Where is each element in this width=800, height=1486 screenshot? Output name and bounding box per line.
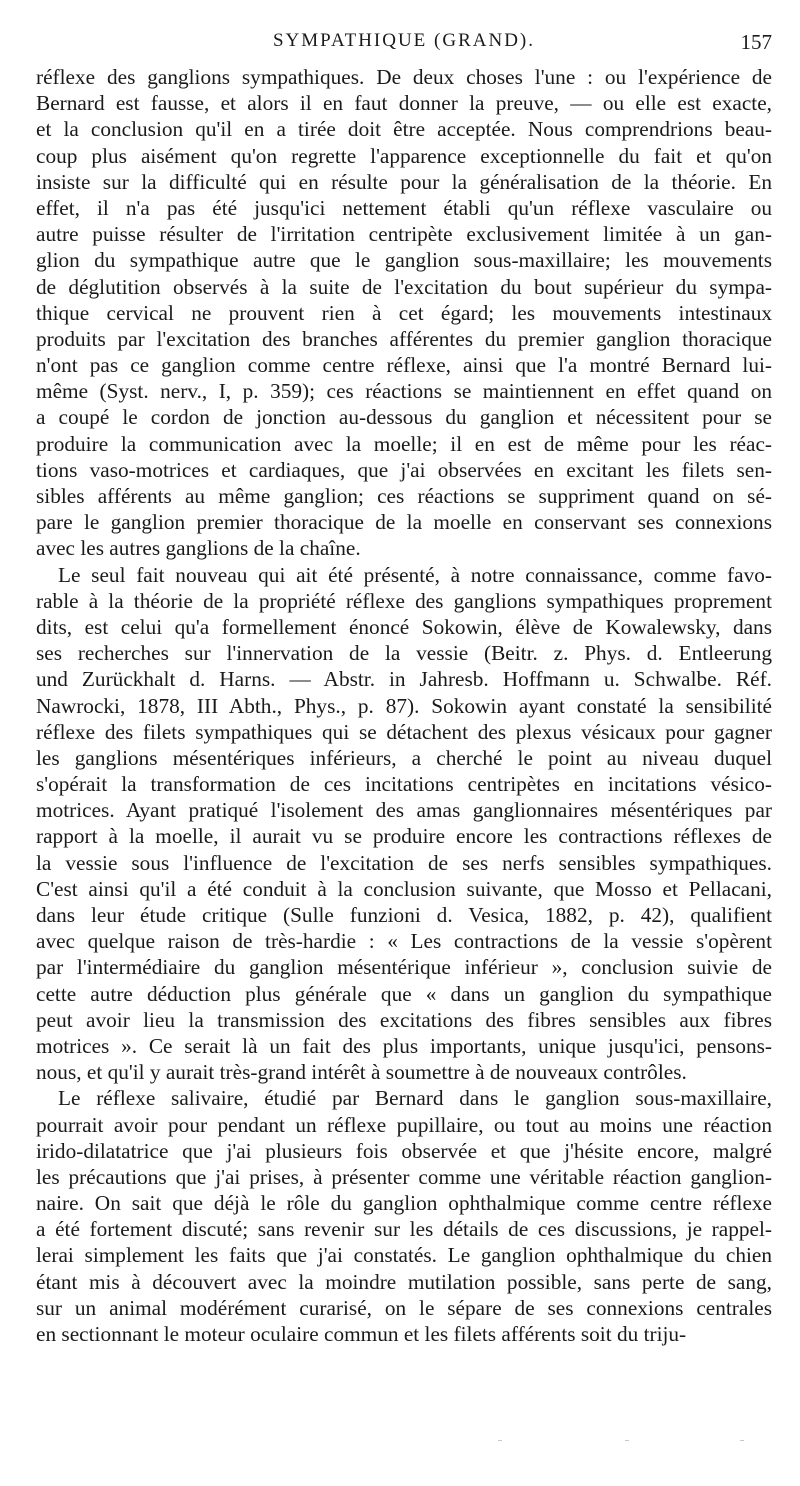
text-line: étant mis à découvert avec la moindre mutilation possible, sans perte de sang, bbox=[36, 1269, 772, 1294]
text-line: dits, est celui qu'a formellement énoncé Sokowin, élève de Kowalewsky, dans bbox=[36, 614, 772, 639]
text-line: lerai simplement les faits que j'ai constatés. Le ganglion ophthalmique du chien bbox=[36, 1243, 772, 1268]
text-line: coup plus aisément qu'on regrette l'apparence exceptionnelle du fait et qu'on bbox=[36, 143, 772, 168]
paragraph bbox=[36, 1085, 772, 1347]
paragraph bbox=[36, 64, 772, 562]
page-number: 157 bbox=[740, 30, 772, 54]
text-line: tions vaso-motrices et cardiaques, que j'ai observées en excitant les filets sen- bbox=[36, 457, 772, 482]
text-line: irido-dilatatrice que j'ai plusieurs fois observée et que j'hésite encore, malgré bbox=[36, 1138, 772, 1163]
text-line: et la conclusion qu'il en a tirée doit être acceptée. Nous comprendrions beau- bbox=[36, 117, 772, 142]
text-line: naire. On sait que déjà le rôle du ganglion ophthalmique comme centre réflexe bbox=[36, 1191, 772, 1216]
text-line: produits par l'excitation des branches afférentes du premier ganglion thoracique bbox=[36, 326, 772, 351]
scan-marks bbox=[0, 1440, 800, 1450]
text-line: Le seul fait nouveau qui ait été présenté, à notre connaissance, comme favo- bbox=[58, 562, 772, 587]
text-line: Le réflexe salivaire, étudié par Bernard dans le ganglion sous-maxillaire, bbox=[58, 1086, 772, 1111]
text-line: par l'intermédiaire du ganglion mésentérique inférieur », conclusion suivie de bbox=[36, 955, 772, 980]
text-line: la vessie sous l'influence de l'excitation de ses nerfs sensibles sympathiques. bbox=[36, 850, 772, 875]
text-line: pare le ganglion premier thoracique de la moelle en conservant ses connexions bbox=[36, 510, 772, 535]
scan-speck bbox=[740, 1440, 744, 1441]
text-line: nous, et qu'il y aurait très-grand intérêt à soumettre à de nouveaux contrôles. bbox=[36, 1060, 687, 1085]
text-line: les précautions que j'ai prises, à présenter comme une véritable réaction ganglion- bbox=[36, 1164, 772, 1189]
text-line: ses recherches sur l'innervation de la vessie (Beitr. z. Phys. d. Entleerung bbox=[36, 641, 772, 666]
text-line: en sectionnant le moteur oculaire commun et les filets afférents soit du triju- bbox=[36, 1322, 687, 1346]
text-line: les ganglions mésentériques inférieurs, a cherché le point au niveau duquel bbox=[36, 745, 772, 770]
text-line: effet, il n'a pas été jusqu'ici nettement établi qu'un réflexe vasculaire ou bbox=[36, 195, 772, 220]
text-line: rapport à la moelle, il aurait vu se produire encore les contractions réflexes de bbox=[36, 824, 772, 849]
text-line: autre puisse résulter de l'irritation centripète exclusivement limitée à un gan- bbox=[36, 222, 772, 247]
text-line: insiste sur la difficulté qui en résulte pour la généralisation de la théorie. En bbox=[36, 169, 772, 194]
text-line: même (Syst. nerv., I, p. 359); ces réactions se maintiennent en effet quand on bbox=[36, 379, 772, 404]
text-line: réflexe des ganglions sympathiques. De deux choses l'une : ou l'expérience de bbox=[36, 65, 772, 89]
scan-speck bbox=[625, 1440, 629, 1441]
text-line: C'est ainsi qu'il a été conduit à la conclusion suivante, que Mosso et Pellacani, bbox=[36, 876, 772, 901]
running-header bbox=[36, 30, 772, 60]
running-title: SYMPATHIQUE (GRAND). bbox=[272, 30, 536, 51]
text-line: und Zurückhalt d. Harns. — Abstr. in Jahresb. Hoffmann u. Schwalbe. Réf. bbox=[36, 667, 772, 692]
text-line: glion du sympathique autre que le ganglion sous-maxillaire; les mouvements bbox=[36, 248, 772, 273]
text-line: motrices ». Ce serait là un fait des plus importants, unique jusqu'ici, pensons- bbox=[36, 1033, 772, 1058]
text-line: rable à la théorie de la propriété réflexe des ganglions sympathiques proprement bbox=[36, 588, 772, 613]
text-line: cette autre déduction plus générale que « dans un ganglion du sympathique bbox=[36, 981, 772, 1006]
text-line: sibles afférents au même ganglion; ces réactions se suppriment quand on sé- bbox=[36, 484, 772, 508]
text-line: avec quelque raison de très-hardie : « Les contractions de la vessie s'opèrent bbox=[36, 929, 772, 954]
text-line: s'opérait la transformation de ces incitations centripètes en incitations vésico- bbox=[36, 772, 772, 797]
text-line: avec les autres ganglions de la chaîne. bbox=[36, 536, 361, 561]
text-line: n'ont pas ce ganglion comme centre réflexe, ainsi que l'a montré Bernard lui- bbox=[36, 353, 772, 378]
text-body bbox=[36, 64, 772, 1347]
text-line: produire la communication avec la moelle; il en est de même pour les réac- bbox=[36, 431, 772, 456]
text-line: Bernard est fausse, et alors il en faut donner la preuve, — ou elle est exacte, bbox=[36, 91, 772, 116]
text-line: thique cervical ne prouvent rien à cet égard; les mouvements intestinaux bbox=[36, 300, 772, 325]
text-line: motrices. Ayant pratiqué l'isolement des amas ganglionnaires mésentériques par bbox=[36, 798, 772, 823]
text-line: dans leur étude critique (Sulle funzioni d. Vesica, 1882, p. 42), qualifient bbox=[36, 903, 772, 927]
paragraph bbox=[36, 562, 772, 1086]
text-line: peut avoir lieu la transmission des excitations des fibres sensibles aux fibres bbox=[36, 1007, 772, 1032]
text-line: pourrait avoir pour pendant un réflexe pupillaire, ou tout au moins une réaction bbox=[36, 1112, 772, 1137]
text-line: réflexe des filets sympathiques qui se détachent des plexus vésicaux pour gagner bbox=[36, 719, 772, 744]
text-line: sur un animal modérément curarisé, on le sépare de ses connexions centrales bbox=[36, 1295, 772, 1320]
scan-speck bbox=[498, 1440, 502, 1441]
text-line: a été fortement discuté; sans revenir sur les détails de ces discussions, je rappel- bbox=[36, 1217, 772, 1242]
text-line: de déglutition observés à la suite de l'excitation du bout supérieur du sympa- bbox=[36, 274, 772, 299]
text-line: Nawrocki, 1878, III Abth., Phys., p. 87). Sokowin ayant constaté la sensibilité bbox=[36, 693, 772, 718]
text-line: a coupé le cordon de jonction au-dessous du ganglion et nécessitent pour se bbox=[36, 405, 772, 430]
